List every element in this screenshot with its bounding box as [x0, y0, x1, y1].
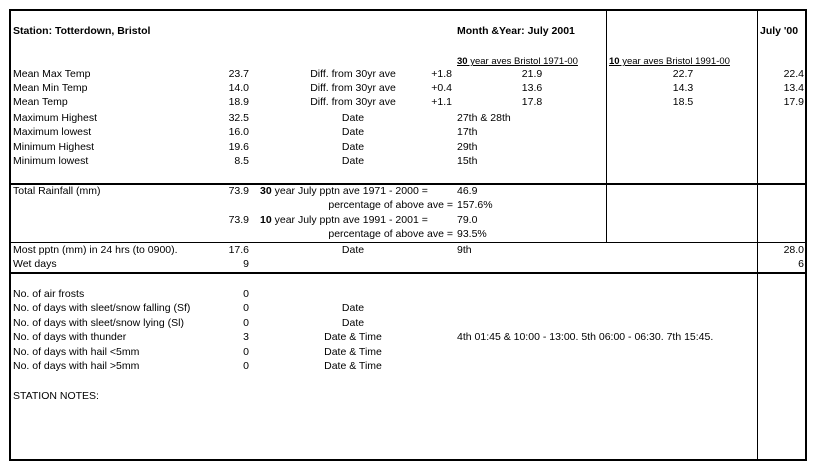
prev-value: 22.4 — [783, 68, 804, 80]
rainfall-label: Total Rainfall (mm) — [13, 185, 101, 197]
rainfall-30yr-ave: 30 year July pptn ave 1971 - 2000 = — [260, 185, 428, 197]
frame-bottom — [9, 459, 807, 461]
prev-value: 13.4 — [783, 82, 804, 94]
rainfall-30yr-ave-value: 46.9 — [457, 185, 478, 197]
diff-value: +1.1 — [431, 96, 452, 108]
section-divider-pptn — [9, 242, 807, 243]
ave30-value: 13.6 — [521, 82, 543, 94]
rainfall-pct1-value: 157.6% — [457, 199, 493, 211]
ave10-value: 14.3 — [672, 82, 694, 94]
row-value: 14.0 — [228, 82, 249, 94]
rainfall-value: 73.9 — [228, 185, 249, 197]
rainfall-pct2-label: percentage of above ave = — [328, 228, 453, 240]
row-label: Mean Max Temp — [13, 68, 91, 80]
row-label: Minimum lowest — [13, 155, 89, 167]
row-value: 23.7 — [228, 68, 249, 80]
date-time-label: Date & Time — [324, 331, 382, 343]
ave30-value: 21.9 — [521, 68, 543, 80]
date-time-label: Date & Time — [324, 346, 382, 358]
row-value: 0 — [243, 302, 249, 314]
most-pptn-prev: 28.0 — [783, 244, 804, 256]
station-title: Station: Totterdown, Bristol — [13, 25, 151, 37]
frame-top — [9, 9, 807, 11]
row-value: 3 — [243, 331, 249, 343]
most-pptn-value: 17.6 — [228, 244, 249, 256]
row-label: No. of days with thunder — [13, 331, 127, 343]
rainfall-pct2-value: 93.5% — [457, 228, 487, 240]
month-year-title: Month &Year: July 2001 — [457, 25, 575, 37]
row-label: Maximum lowest — [13, 126, 92, 138]
section-divider-counts — [9, 272, 807, 274]
prev-value: 17.9 — [783, 96, 804, 108]
ave10-value: 22.7 — [672, 68, 694, 80]
row-value: 16.0 — [228, 126, 249, 138]
row-value: 0 — [243, 288, 249, 300]
row-value: 0 — [243, 346, 249, 358]
row-value: 0 — [243, 360, 249, 372]
wet-days-prev: 6 — [798, 258, 804, 270]
row-label: No. of days with sleet/snow lying (Sl) — [13, 317, 184, 329]
most-pptn-date-label: Date — [341, 244, 365, 256]
rainfall-10yr-ave-value: 79.0 — [457, 214, 478, 226]
date-value: 27th & 28th — [457, 112, 511, 124]
wet-days-value: 9 — [243, 258, 249, 270]
frame-right — [805, 9, 807, 461]
diff-label: Diff. from 30yr ave — [310, 82, 396, 94]
ave10-value: 18.5 — [672, 96, 694, 108]
diff-value: +1.8 — [431, 68, 452, 80]
most-pptn-label: Most pptn (mm) in 24 hrs (to 0900). — [13, 244, 178, 256]
date-label: Date — [341, 302, 365, 314]
thunder-times: 4th 01:45 & 10:00 - 13:00. 5th 06:00 - 06:30. 7th 15:45. — [457, 331, 714, 343]
row-label: No. of days with hail >5mm — [13, 360, 140, 372]
rainfall-10yr-ave: 10 year July pptn ave 1991 - 2001 = — [260, 214, 428, 226]
date-time-label: Date & Time — [324, 360, 382, 372]
row-label: No. of air frosts — [13, 288, 85, 300]
row-value: 8.5 — [234, 155, 249, 167]
diff-label: Diff. from 30yr ave — [310, 96, 396, 108]
row-value: 18.9 — [228, 96, 249, 108]
most-pptn-date: 9th — [457, 244, 472, 256]
date-label: Date — [341, 126, 365, 138]
rainfall-value-2: 73.9 — [228, 214, 249, 226]
aves-10yr-header: 10 year aves Bristol 1991-00 — [609, 56, 730, 67]
date-label: Date — [341, 155, 365, 167]
row-label: No. of days with sleet/snow falling (Sf) — [13, 302, 191, 314]
date-label: Date — [341, 317, 365, 329]
row-value: 0 — [243, 317, 249, 329]
aves-30yr-header: 30 year aves Bristol 1971-00 — [457, 56, 578, 67]
col-divider-10yr — [606, 9, 607, 242]
row-label: Mean Min Temp — [13, 82, 88, 94]
date-value: 29th — [457, 141, 478, 153]
station-notes-label: STATION NOTES: — [13, 390, 99, 402]
date-label: Date — [341, 141, 365, 153]
date-label: Date — [341, 112, 365, 124]
date-value: 15th — [457, 155, 478, 167]
row-value: 19.6 — [228, 141, 249, 153]
diff-value: +0.4 — [431, 82, 452, 94]
ave30-value: 17.8 — [521, 96, 543, 108]
diff-label: Diff. from 30yr ave — [310, 68, 396, 80]
frame-left — [9, 9, 11, 461]
row-label: No. of days with hail <5mm — [13, 346, 140, 358]
col-divider-prev-year — [757, 9, 758, 461]
row-label: Maximum Highest — [13, 112, 98, 124]
row-label: Mean Temp — [13, 96, 68, 108]
row-label: Minimum Highest — [13, 141, 95, 153]
row-value: 32.5 — [228, 112, 249, 124]
rainfall-pct1-label: percentage of above ave = — [328, 199, 453, 211]
wet-days-label: Wet days — [13, 258, 57, 270]
date-value: 17th — [457, 126, 478, 138]
prev-year-title: July '00 — [760, 25, 799, 37]
